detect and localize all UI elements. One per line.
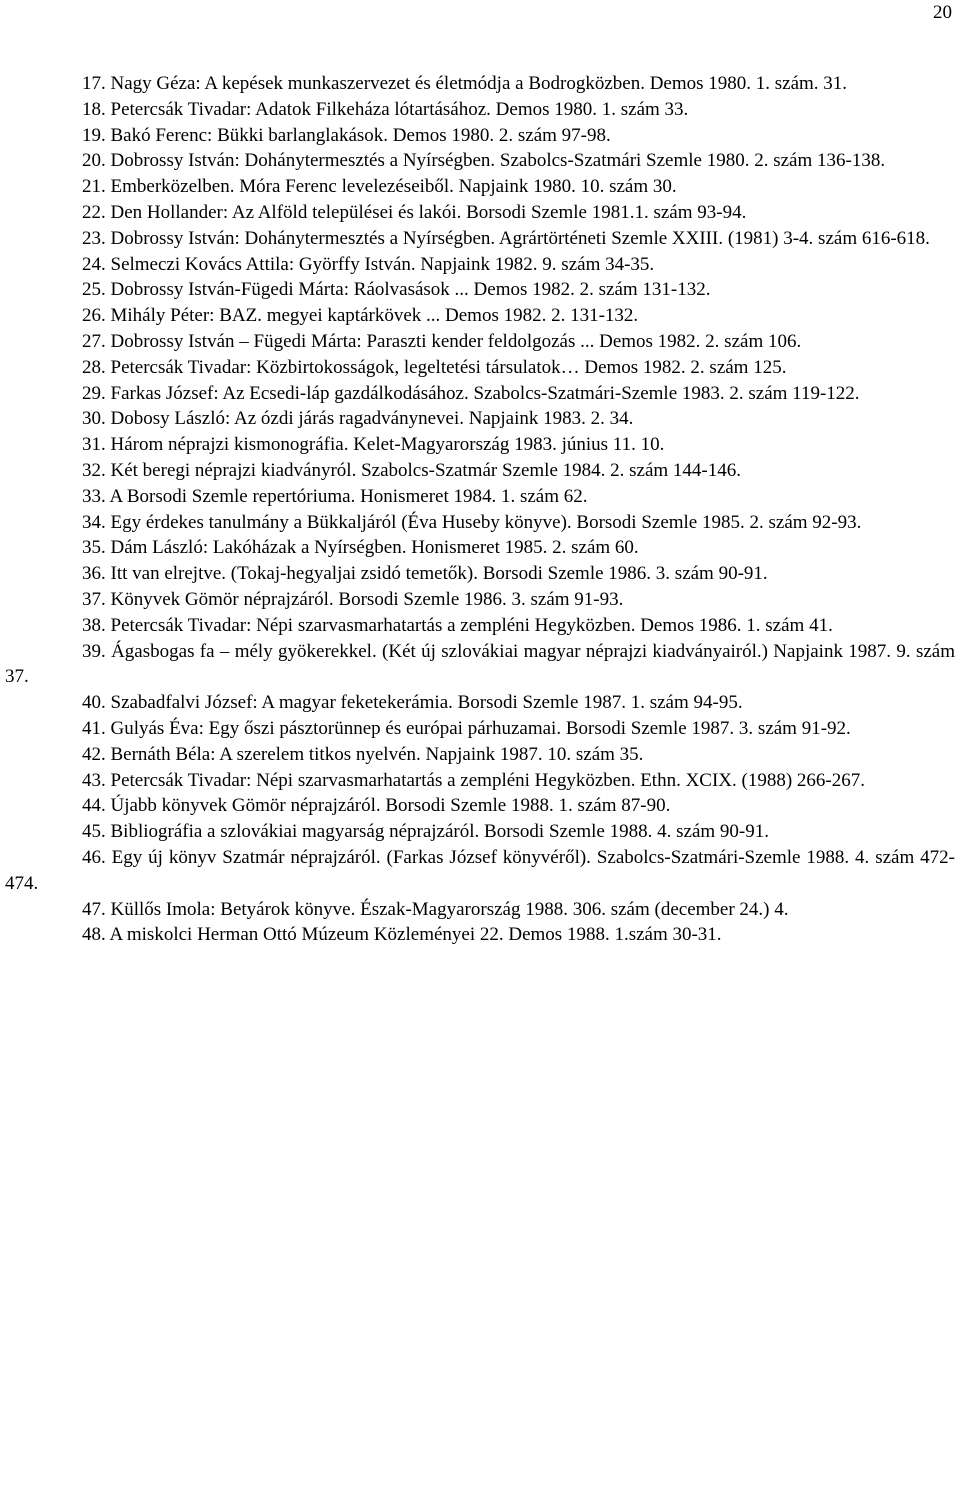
bibliography-entry-17: 17. Nagy Géza: A kepések munkaszervezet és életmódja a Bodrogközben. Demos 1980. 1. szám. 31. (82, 73, 848, 94)
bibliography-entry-24: 24. Selmeczi Kovács Attila: Györffy István. Napjaink 1982. 9. szám 34-35. (82, 253, 655, 275)
bibliography-entry-45: 45. Bibliográfia a szlovákiai magyarság néprajzáról. Borsodi Szemle 1988. 4. szám 90-91. (82, 821, 769, 843)
bibliography-entry-46: 46. Egy új könyv Szatmár néprajzáról. (Farkas József könyvéről). Szabolcs-Szatmári-Szemle 1988. 4. szám 472-474. (5, 846, 955, 894)
bibliography-entry-25: 25. Dobrossy István-Fügedi Márta: Ráolvasások ... Demos 1982. 2. szám 131-132. (82, 279, 711, 301)
bibliography-entry-20: 20. Dobrossy István: Dohánytermesztés a Nyírségben. Szabolcs-Szatmári Szemle 1980. 2. szám 136-138. (82, 150, 886, 172)
bibliography-entry-23: 23. Dobrossy István: Dohánytermesztés a Nyírségben. Agrártörténeti Szemle XXIII. (1981) 3-4. szám 616-618. (82, 227, 930, 249)
bibliography-entry-38: 38. Petercsák Tivadar: Népi szarvasmarhatartás a zempléni Hegyközben. Demos 1986. 1. szám 41. (82, 614, 833, 636)
bibliography-entry-29: 29. Farkas József: Az Ecsedi-láp gazdálkodásához. Szabolcs-Szatmári-Szemle 1983. 2. szám 119-122. (82, 382, 860, 404)
bibliography-entry-43: 43. Petercsák Tivadar: Népi szarvasmarhatartás a zempléni Hegyközben. Ethn. XCIX. (1988) 266-267. (82, 769, 866, 791)
bibliography-entry-21: 21. Emberközelben. Móra Ferenc levelezéseiből. Napjaink 1980. 10. szám 30. (82, 176, 677, 198)
bibliography-entry-47: 47. Küllős Imola: Betyárok könyve. Észak-Magyarország 1988. 306. szám (december 24.) 4. (82, 898, 789, 920)
bibliography-entry-37: 37. Könyvek Gömör néprajzáról. Borsodi Szemle 1986. 3. szám 91-93. (82, 588, 624, 610)
bibliography-entry-41: 41. Gulyás Éva: Egy őszi pásztorünnep és európai párhuzamai. Borsodi Szemle 1987. 3. szám 91-92. (82, 717, 851, 739)
bibliography-entry-27: 27. Dobrossy István – Fügedi Márta: Paraszti kender feldolgozás ... Demos 1982. 2. szám 106. (82, 330, 802, 352)
bibliography-entry-32: 32. Két beregi néprajzi kiadványról. Szabolcs-Szatmár Szemle 1984. 2. szám 144-146. (82, 459, 741, 481)
bibliography-entry-39: 39. Ágasbogas fa – mély gyökerekkel. (Két új szlovákiai magyar néprajzi kiadványairól.) Napjaink 1987. 9. szám 37. (5, 640, 955, 688)
bibliography-entry-34: 34. Egy érdekes tanulmány a Bükkaljáról (Éva Huseby könyve). Borsodi Szemle 1985. 2. szám 92-93. (82, 511, 862, 533)
bibliography-entry-35: 35. Dám László: Lakóházak a Nyírségben. Honismeret 1985. 2. szám 60. (82, 537, 639, 559)
bibliography-entry-31: 31. Három néprajzi kismonográfia. Kelet-Magyarország 1983. június 11. 10. (82, 434, 665, 456)
bibliography-entry-40: 40. Szabadfalvi József: A magyar feketekerámia. Borsodi Szemle 1987. 1. szám 94-95. (82, 692, 743, 714)
bibliography-entry-30: 30. Dobosy László: Az ózdi járás ragadványnevei. Napjaink 1983. 2. 34. (82, 408, 634, 430)
bibliography-entry-44: 44. Újabb könyvek Gömör néprajzáról. Borsodi Szemle 1988. 1. szám 87-90. (82, 795, 671, 817)
bibliography-entry-22: 22. Den Hollander: Az Alföld települései és lakói. Borsodi Szemle 1981.1. szám 93-94. (82, 201, 747, 223)
page-number: 20 (933, 2, 952, 23)
bibliography-entry-26: 26. Mihály Péter: BAZ. megyei kaptárkövek ... Demos 1982. 2. 131-132. (82, 305, 639, 327)
bibliography-entry-18: 18. Petercsák Tivadar: Adatok Filkeháza lótartásához. Demos 1980. 1. szám 33. (82, 98, 689, 120)
bibliography-entry-42: 42. Bernáth Béla: A szerelem titkos nyelvén. Napjaink 1987. 10. szám 35. (82, 743, 644, 765)
bibliography-entry-33: 33. A Borsodi Szemle repertóriuma. Honismeret 1984. 1. szám 62. (82, 485, 588, 507)
bibliography-entry-19: 19. Bakó Ferenc: Bükki barlanglakások. Demos 1980. 2. szám 97-98. (82, 124, 611, 146)
bibliography-entry-28: 28. Petercsák Tivadar: Közbirtokosságok, legeltetési társulatok… Demos 1982. 2. szám 125. (82, 356, 787, 378)
bibliography-entry-36: 36. Itt van elrejtve. (Tokaj-hegyaljai zsidó temetők). Borsodi Szemle 1986. 3. szám 90-91. (82, 563, 768, 585)
bibliography-entry-48: 48. A miskolci Herman Ottó Múzeum Közleményei 22. Demos 1988. 1.szám 30-31. (82, 924, 722, 946)
bibliography-list (5, 71, 955, 948)
